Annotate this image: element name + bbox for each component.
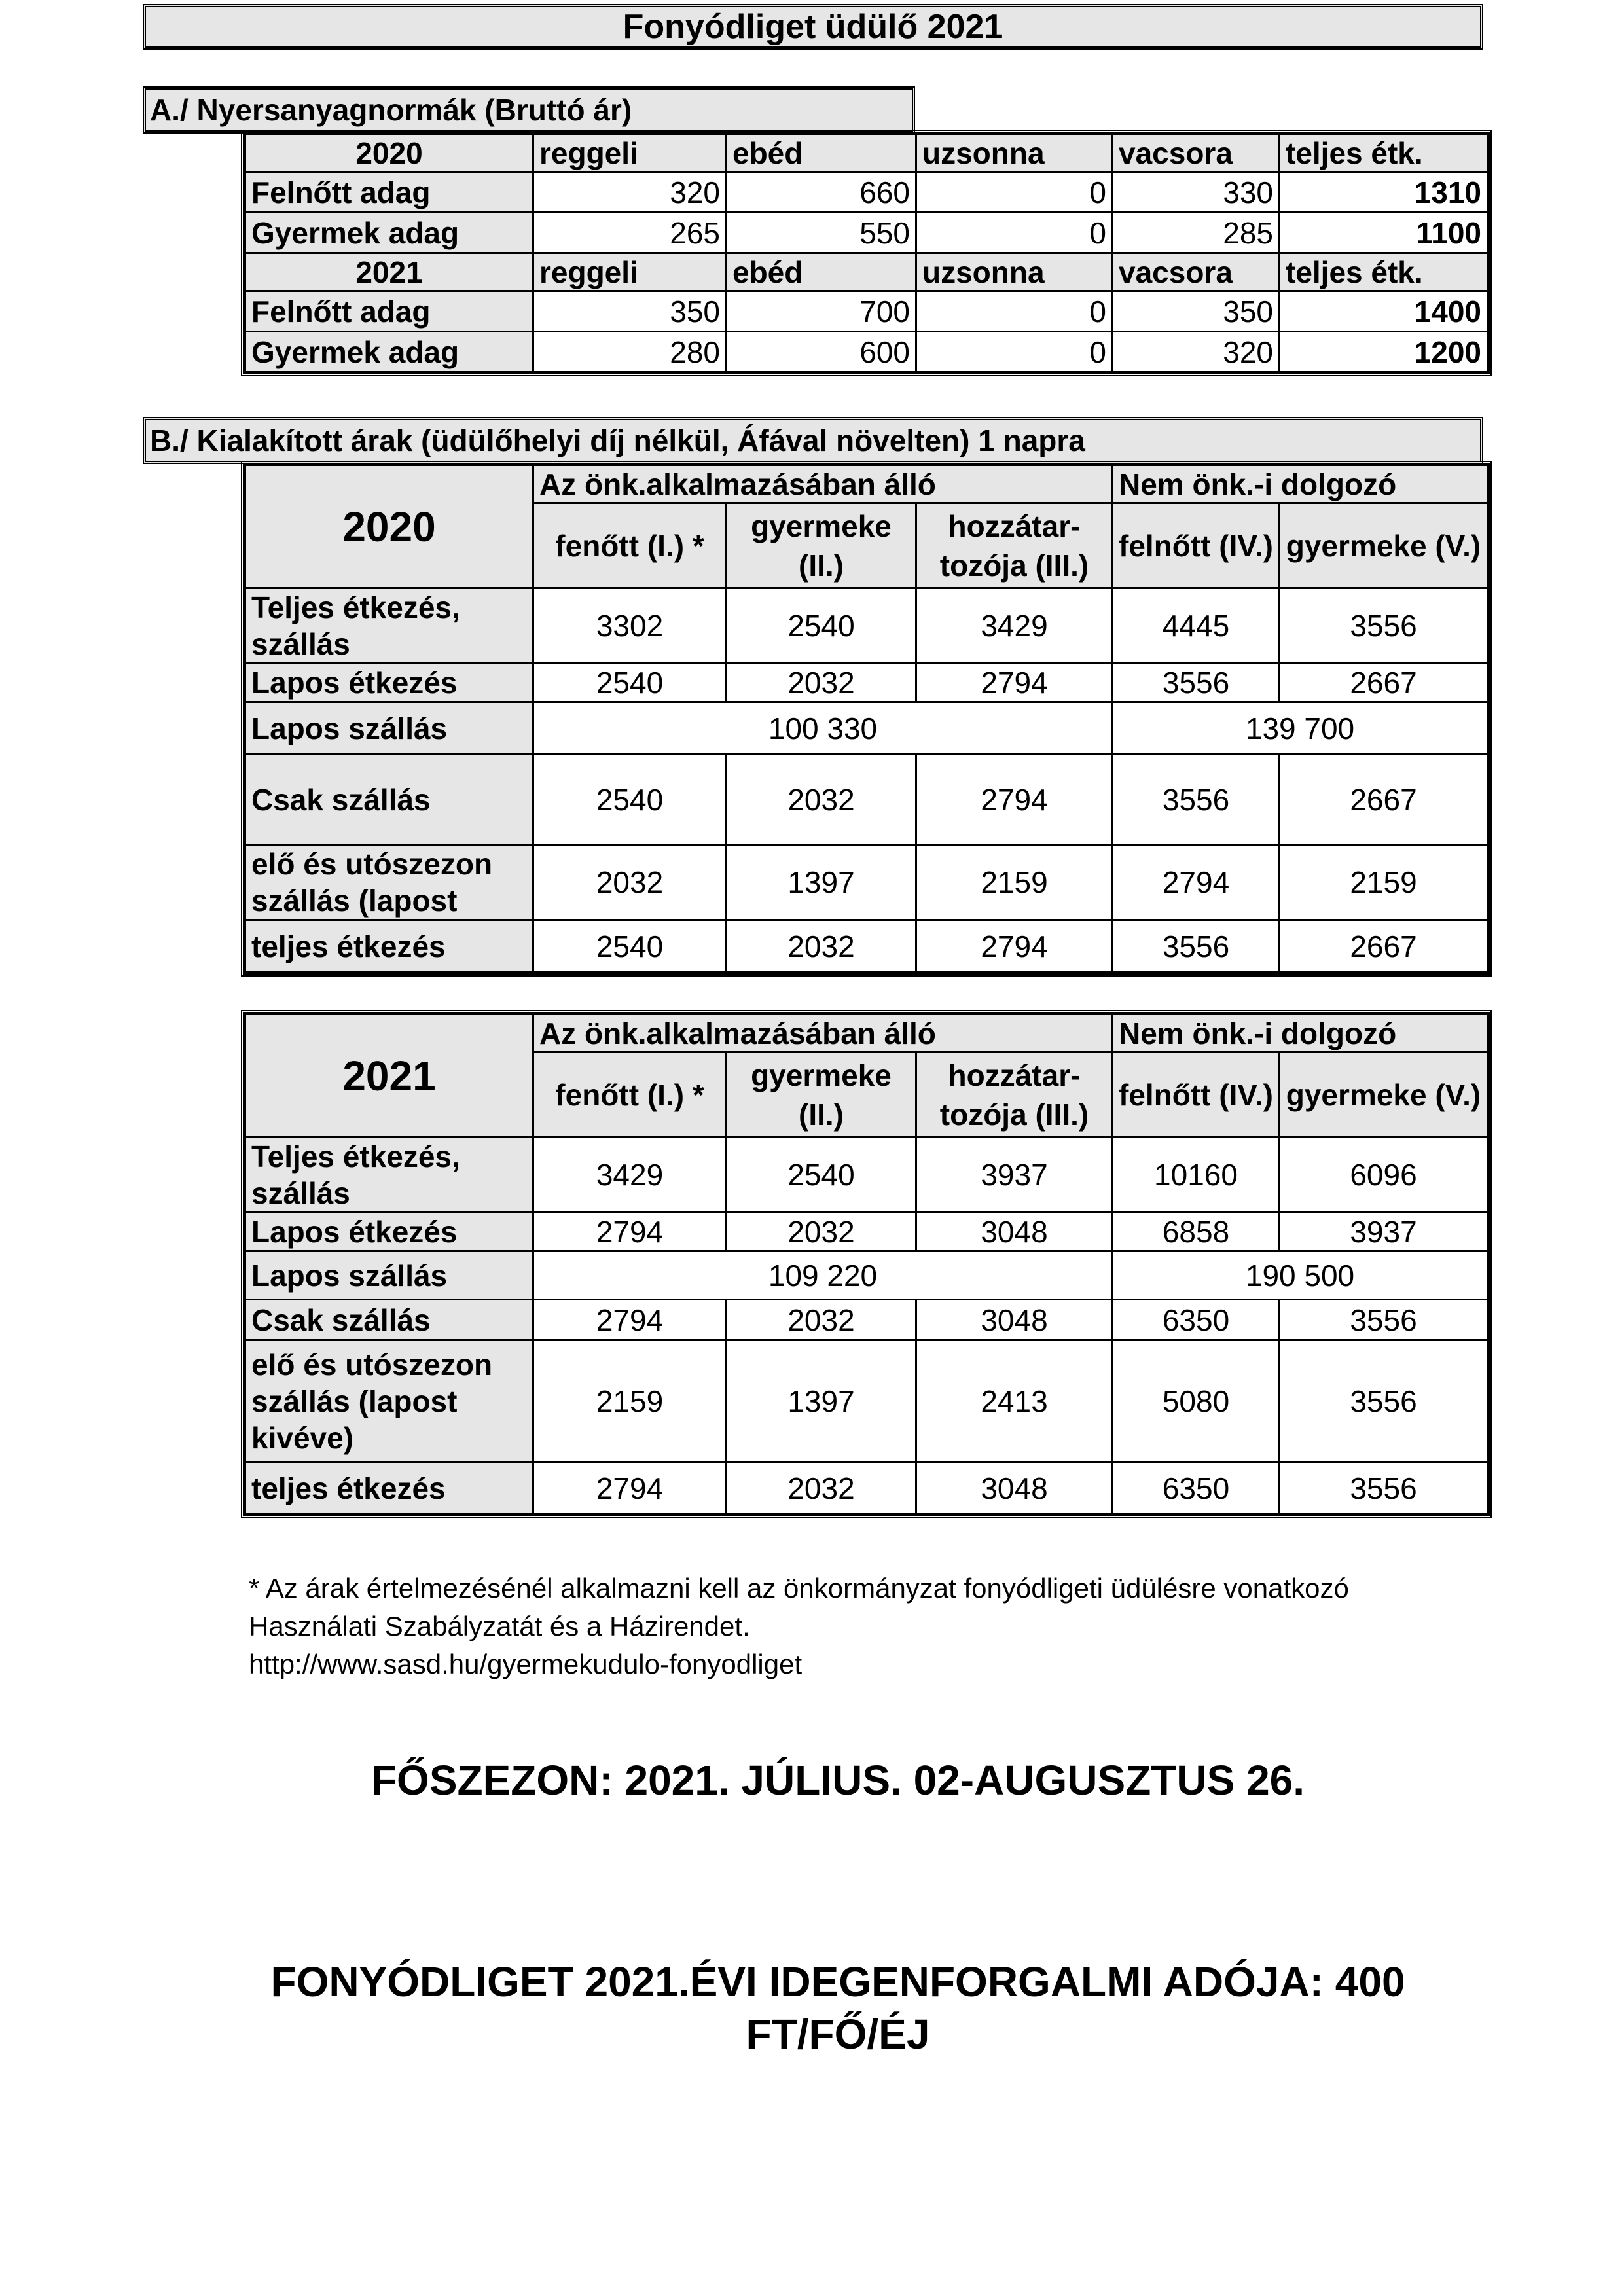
price-column-header: fenőtt (I.) * bbox=[533, 503, 727, 588]
norm-row-label: Felnőtt adag bbox=[245, 172, 533, 213]
price-row-label: Lapos étkezés bbox=[245, 664, 533, 702]
norm-value: 0 bbox=[916, 332, 1113, 372]
price-value: 3556 bbox=[1280, 1300, 1488, 1340]
price-value: 2540 bbox=[727, 588, 916, 664]
price-value: 2794 bbox=[533, 1213, 727, 1251]
price-value: 3048 bbox=[916, 1462, 1113, 1515]
price-value: 2667 bbox=[1280, 755, 1488, 845]
norm-column-header: vacsora bbox=[1113, 253, 1280, 291]
price-group-header-row bbox=[245, 1014, 1488, 1052]
footnote-line-1: * Az árak értelmezésénél alkalmazni kell az önkormányzat fonyódligeti üdülésre vonatkozó bbox=[249, 1573, 1349, 1604]
price-column-header: hozzátar-tozója (III.) bbox=[916, 1052, 1113, 1138]
norm-row bbox=[245, 332, 1488, 372]
price-row bbox=[245, 755, 1488, 845]
price-row bbox=[245, 1138, 1488, 1213]
season-dates: FŐSZEZON: 2021. JÚLIUS. 02-AUGUSZTUS 26. bbox=[370, 1757, 1305, 1804]
price-table-2020-wrapper bbox=[241, 461, 1492, 977]
footnote bbox=[249, 1570, 1349, 1683]
norm-column-header: teljes étk. bbox=[1280, 253, 1488, 291]
price-table-year: 2021 bbox=[245, 1014, 533, 1138]
norm-value: 0 bbox=[916, 291, 1113, 332]
price-row-label: elő és utószezon szállás (lapost bbox=[245, 845, 533, 920]
norm-value: 1200 bbox=[1280, 332, 1488, 372]
price-table-2021 bbox=[244, 1013, 1489, 1515]
price-merged-value: 100 330 bbox=[533, 702, 1113, 755]
price-row bbox=[245, 702, 1488, 755]
price-value: 3556 bbox=[1280, 1340, 1488, 1462]
price-row-label: elő és utószezon szállás (lapost kivéve) bbox=[245, 1340, 533, 1462]
price-column-header: gyermeke (II.) bbox=[727, 503, 916, 588]
price-value: 2413 bbox=[916, 1340, 1113, 1462]
tourist-tax bbox=[183, 1956, 1492, 2060]
price-value: 2794 bbox=[916, 920, 1113, 973]
norm-value: 350 bbox=[533, 291, 727, 332]
price-column-header: felnőtt (IV.) bbox=[1113, 1052, 1280, 1138]
norm-column-header: ebéd bbox=[727, 134, 916, 172]
price-value: 3429 bbox=[916, 588, 1113, 664]
price-table-2021-wrapper bbox=[241, 1010, 1492, 1518]
price-value: 2032 bbox=[727, 664, 916, 702]
group-employees-header: Az önk.alkalmazásában álló bbox=[533, 1014, 1113, 1052]
price-row bbox=[245, 1300, 1488, 1340]
price-row bbox=[245, 664, 1488, 702]
price-value: 2032 bbox=[727, 920, 916, 973]
norm-year: 2020 bbox=[245, 134, 533, 172]
price-row bbox=[245, 920, 1488, 973]
norm-value: 1400 bbox=[1280, 291, 1488, 332]
price-row bbox=[245, 1340, 1488, 1462]
price-merged-value: 139 700 bbox=[1113, 702, 1488, 755]
norm-header-row bbox=[245, 134, 1488, 172]
norm-value: 330 bbox=[1113, 172, 1280, 213]
price-row bbox=[245, 1213, 1488, 1251]
norm-value: 285 bbox=[1113, 213, 1280, 253]
norm-value: 700 bbox=[727, 291, 916, 332]
price-value: 2794 bbox=[1113, 845, 1280, 920]
price-value: 2794 bbox=[916, 755, 1113, 845]
price-value: 3048 bbox=[916, 1213, 1113, 1251]
price-value: 2032 bbox=[727, 1300, 916, 1340]
price-row-label: Csak szállás bbox=[245, 1300, 533, 1340]
norm-row-label: Gyermek adag bbox=[245, 213, 533, 253]
page-title: Fonyódliget üdülő 2021 bbox=[623, 8, 1003, 46]
price-value: 3556 bbox=[1280, 588, 1488, 664]
norm-value: 280 bbox=[533, 332, 727, 372]
price-group-header-row bbox=[245, 465, 1488, 503]
footnote-line-2: Használati Szabályzatát és a Házirendet. bbox=[249, 1611, 750, 1641]
norm-row-label: Felnőtt adag bbox=[245, 291, 533, 332]
price-value: 2540 bbox=[727, 1138, 916, 1213]
price-row-label: Teljes étkezés, szállás bbox=[245, 1138, 533, 1213]
price-value: 3937 bbox=[916, 1138, 1113, 1213]
norm-value: 320 bbox=[533, 172, 727, 213]
price-value: 6350 bbox=[1113, 1462, 1280, 1515]
norm-header-row bbox=[245, 253, 1488, 291]
norm-row-label: Gyermek adag bbox=[245, 332, 533, 372]
price-row bbox=[245, 1251, 1488, 1300]
price-column-header: hozzátar-tozója (III.) bbox=[916, 503, 1113, 588]
norm-value: 550 bbox=[727, 213, 916, 253]
price-value: 2667 bbox=[1280, 920, 1488, 973]
price-row-label: Lapos étkezés bbox=[245, 1213, 533, 1251]
price-value: 3556 bbox=[1280, 1462, 1488, 1515]
price-value: 2794 bbox=[916, 664, 1113, 702]
norm-column-header: uzsonna bbox=[916, 253, 1113, 291]
price-value: 6096 bbox=[1280, 1138, 1488, 1213]
price-value: 3556 bbox=[1113, 664, 1280, 702]
norm-value: 1100 bbox=[1280, 213, 1488, 253]
price-column-header: fenőtt (I.) * bbox=[533, 1052, 727, 1138]
section-a-heading bbox=[143, 86, 915, 134]
price-value: 2032 bbox=[727, 1462, 916, 1515]
price-row-label: teljes étkezés bbox=[245, 1462, 533, 1515]
norm-row bbox=[245, 291, 1488, 332]
price-value: 3556 bbox=[1113, 755, 1280, 845]
price-value: 2540 bbox=[533, 920, 727, 973]
price-merged-value: 109 220 bbox=[533, 1251, 1113, 1300]
section-b-heading bbox=[143, 417, 1483, 464]
price-value: 3556 bbox=[1113, 920, 1280, 973]
footnote-link[interactable]: http://www.sasd.hu/gyermekudulo-fonyodliget bbox=[249, 1649, 803, 1679]
price-column-header: felnőtt (IV.) bbox=[1113, 503, 1280, 588]
price-value: 2032 bbox=[533, 845, 727, 920]
price-merged-value: 190 500 bbox=[1113, 1251, 1488, 1300]
norm-column-header: reggeli bbox=[533, 134, 727, 172]
price-value: 2794 bbox=[533, 1462, 727, 1515]
price-value: 2540 bbox=[533, 664, 727, 702]
norm-column-header: ebéd bbox=[727, 253, 916, 291]
norm-column-header: reggeli bbox=[533, 253, 727, 291]
price-value: 2540 bbox=[533, 755, 727, 845]
price-value: 2159 bbox=[1280, 845, 1488, 920]
group-non-employees-header: Nem önk.-i dolgozó bbox=[1113, 1014, 1488, 1052]
norm-value: 0 bbox=[916, 172, 1113, 213]
price-row-label: Lapos szállás bbox=[245, 702, 533, 755]
norm-year: 2021 bbox=[245, 253, 533, 291]
norm-value: 350 bbox=[1113, 291, 1280, 332]
price-value: 2159 bbox=[533, 1340, 727, 1462]
section-a-table-wrapper bbox=[241, 130, 1492, 376]
section-b-heading-text: B./ Kialakított árak (üdülőhelyi díj nélkül, Áfával növelten) 1 napra bbox=[150, 423, 1085, 457]
price-value: 1397 bbox=[727, 845, 916, 920]
price-row bbox=[245, 1462, 1488, 1515]
price-column-header: gyermeke (II.) bbox=[727, 1052, 916, 1138]
page-title-box bbox=[143, 4, 1483, 50]
price-value: 3429 bbox=[533, 1138, 727, 1213]
price-value: 6858 bbox=[1113, 1213, 1280, 1251]
norm-value: 320 bbox=[1113, 332, 1280, 372]
price-value: 6350 bbox=[1113, 1300, 1280, 1340]
norm-column-header: teljes étk. bbox=[1280, 134, 1488, 172]
price-value: 2794 bbox=[533, 1300, 727, 1340]
price-value: 3302 bbox=[533, 588, 727, 664]
price-row-label: Csak szállás bbox=[245, 755, 533, 845]
price-value: 1397 bbox=[727, 1340, 916, 1462]
norm-value: 660 bbox=[727, 172, 916, 213]
norm-value: 265 bbox=[533, 213, 727, 253]
price-value: 3937 bbox=[1280, 1213, 1488, 1251]
norm-value: 1310 bbox=[1280, 172, 1488, 213]
price-row bbox=[245, 588, 1488, 664]
price-column-header: gyermeke (V.) bbox=[1280, 503, 1488, 588]
tourist-tax-line-2: FT/FŐ/ÉJ bbox=[746, 2011, 930, 2058]
price-row-label: Lapos szállás bbox=[245, 1251, 533, 1300]
price-table-2020 bbox=[244, 464, 1489, 973]
price-value: 3048 bbox=[916, 1300, 1113, 1340]
norm-value: 600 bbox=[727, 332, 916, 372]
norm-row bbox=[245, 172, 1488, 213]
norm-column-header: uzsonna bbox=[916, 134, 1113, 172]
price-row-label: teljes étkezés bbox=[245, 920, 533, 973]
price-value: 4445 bbox=[1113, 588, 1280, 664]
norm-row bbox=[245, 213, 1488, 253]
price-row bbox=[245, 845, 1488, 920]
tourist-tax-line-1: FONYÓDLIGET 2021.ÉVI IDEGENFORGALMI ADÓJA: 400 bbox=[270, 1958, 1405, 2005]
price-value: 2032 bbox=[727, 1213, 916, 1251]
price-table-year: 2020 bbox=[245, 465, 533, 588]
price-value: 5080 bbox=[1113, 1340, 1280, 1462]
price-value: 10160 bbox=[1113, 1138, 1280, 1213]
price-value: 2032 bbox=[727, 755, 916, 845]
group-employees-header: Az önk.alkalmazásában álló bbox=[533, 465, 1113, 503]
section-a-table bbox=[244, 133, 1489, 373]
norm-value: 0 bbox=[916, 213, 1113, 253]
section-a-heading-text: A./ Nyersanyagnormák (Bruttó ár) bbox=[150, 93, 632, 127]
group-non-employees-header: Nem önk.-i dolgozó bbox=[1113, 465, 1488, 503]
norm-column-header: vacsora bbox=[1113, 134, 1280, 172]
price-value: 2159 bbox=[916, 845, 1113, 920]
price-value: 2667 bbox=[1280, 664, 1488, 702]
price-row-label: Teljes étkezés, szállás bbox=[245, 588, 533, 664]
price-column-header: gyermeke (V.) bbox=[1280, 1052, 1488, 1138]
